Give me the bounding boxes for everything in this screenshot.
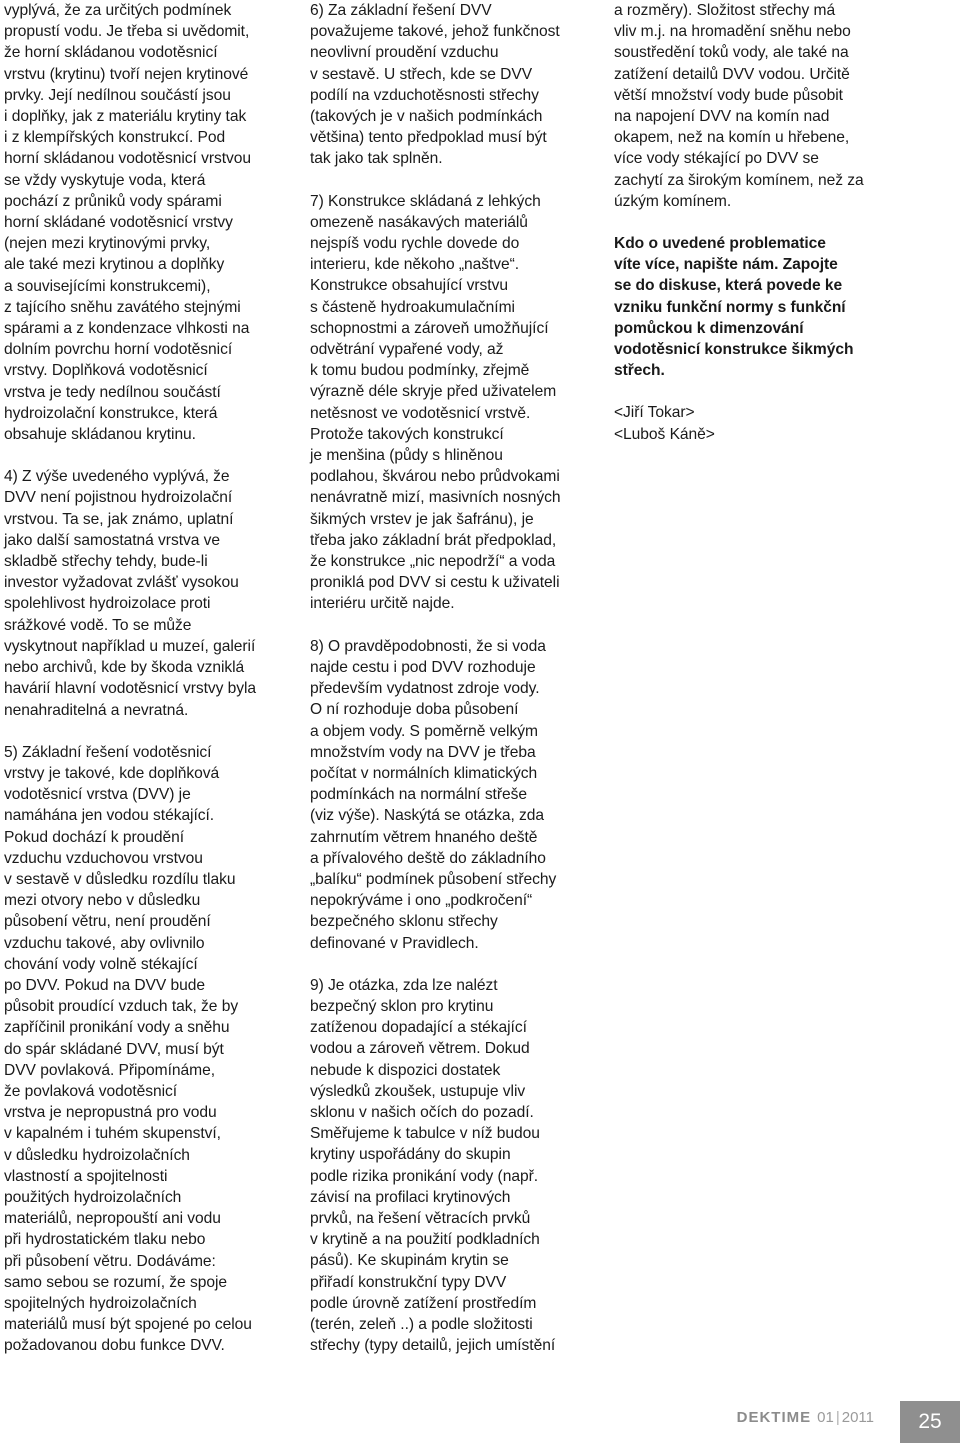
call-to-action: Kdo o uvedené problematice víte více, napište nám. Zapojte se do diskuse, která povede ke vzniku funkční normy s funkční pomůckou k dimenzování vodotěsnicí konstrukce šikmých střech. — [614, 235, 854, 380]
paragraph: 4) Z výše uvedeného vyplývá, že DVV není pojistnou hydroizolační vrstvou. Ta se, jak známo, uplatní jako další samostatná vrstva ve skladbě střechy tehdy, bude-li investor vyžadovat zvlášť vysokou spolehlivost hydroizolace proti srážkové vodě. To se může vyskytnout například u muzeí, galerií nebo archivů, kde by škoda vzniklá havárií hlavní vodotěsnicí vrstvy byla nenahraditelná a nevratná. — [4, 468, 257, 719]
page-number: 25 — [900, 1401, 960, 1443]
paragraph: 5) Základní řešení vodotěsnicí vrstvy je takové, kde doplňková vodotěsnicí vrstva (DVV) je namáhána jen vodou stékající. Pokud dochází k proudění vzduchu vzduchovou vrstvou v sestavě v důsledku rozdílu tlaku mezi otvory nebo v důsledku působení větru, není proudění vzduchu takové, aby ovlivnilo chování vody volně stékající po DVV. Pokud na DVV bude působit proudící vzduch tak, že by zapříčinil pronikání vody a sněhu do spár skládané DVV, musí být DVV povlaková. Připomínáme, že povlaková vodotěsnicí vrstva je nepropustná pro vodu v kapalném i tuhém skupenství, v důsledku hydroizolačních vlastností a spojitelnosti použitých hydroizolačních materiálů, nepropouští ani vodu při hydrostatickém tlaku nebo při působení větru. Dodáváme: samo sebou se rozumí, že spoje spojitelných hydroizolačních materiálů musí být spojené po celou požadovanou dobu funkce DVV. — [4, 743, 252, 1355]
paragraph: vyplývá, že za určitých podmínek propustí vodu. Je třeba si uvědomit, že horní skládanou vodotěsnicí vrstvu (krytinu) tvoří nejen krytinové prvky. Její nedílnou součástí jsou i doplňky, jak z materiálu krytiny tak i z klempířských konstrukcí. Pod horní skládanou vodotěsnicí vrstvou se vždy vyskytuje voda, která pochází z průniků vody spárami horní skládané vodotěsnicí vrstvy (nejen mezi krytinovými prvky, ale také mezi krytinou a doplňky a souvisejícími konstrukcemi), z tajícího sněhu zavátého stejnými spárami a z kondenzace vlhkosti na dolním povrchu horní vodotěsnicí vrstvy. Doplňková vodotěsnicí vrstva je tedy nedílnou součástí hydroizolační konstrukce, která obsahuje skládanou krytinu. — [4, 2, 252, 444]
text-column-left — [4, 0, 296, 1378]
author-name: <Jiří Tokar> — [614, 404, 695, 422]
author-name: <Luboš Káně> — [614, 425, 715, 443]
paragraph: 9) Je otázka, zda lze nalézt bezpečný sklon pro krytinu zatíženou dopadající a stékající vodou a zároveň větrem. Dokud nebude k dispozici dostatek výsledků zkoušek, ustupuje vliv sklonu v našich očích do pozadí. Směřujeme k tabulce v níž budou krytiny uspořádány do skupin podle rizika pronikání vody (např. závisí na profilaci krytinových prvků, na řešení větracích prvků v krytině a na použití podkladních pásů). Ke skupinám krytin se přiřadí konstrukční typy DVV podle úrovně zatížení prostředím (terén, zeleň ..) a podle složitosti střechy (typy detailů, jejich umístění — [310, 976, 556, 1355]
paragraph: 7) Konstrukce skládaná z lehkých omezeně nasákavých materiálů nejspíš vodu rychle dovede do interieru, kde někoho „naštve“. Konstrukce obsahující vrstvu s částeně hydroakumulačními schopnostmi a zároveň umožňující odvětrání vypařené vody, až k tomu budou podmínky, zřejmě výrazně déle skryje před uživatelem netěsnost ve vodotěsnicí vrstvě. Protože takových konstrukcí je menšina (půdy s hliněnou podlahou, škvárou nebo průdvokami nenávratně mizí, masivních nosných šikmých vrstev je jak šafránu), je třeba jako základní brát předpoklad, že konstrukce „nic nepodrží“ a voda proniklá pod DVV si cestu k uživateli interiéru určitě najde. — [310, 192, 561, 613]
paragraph: 6) Za základní řešení DVV považujeme takové, jehož funkčnost neovlivní proudění vzduchu v sestavě. U střech, kde se DVV podílí na vzduchotěsnosti střechy (takových je v našich podmínkách většina) tento předpoklad musí být tak jako tak splněn. — [310, 2, 560, 168]
issue-year: 2011 — [841, 1409, 874, 1426]
issue-number: 01 — [817, 1409, 834, 1426]
text-column-right — [614, 0, 914, 445]
magazine-name: DEKTIME — [736, 1409, 812, 1426]
paragraph: 8) O pravděpodobnosti, že si voda najde cestu i pod DVV rozhoduje především vydatnost zdroje vody. O ní rozhoduje doba působení a objem vody. S poměrně velkým množstvím vody na DVV je třeba počítat v normálních klimatických podmínkách na normální střeše (viz výše). Naskýtá se otázka, zda zahrnutím větrem hnaného deště a přívalového deště do základního „balíku“ podmínek působení střechy nepokrýváme i ono „podkročení“ bezpečného sklonu střechy definované v Pravidlech. — [310, 637, 557, 952]
page-footer — [0, 1400, 960, 1443]
paragraph: a rozměry). Složitost střechy má vliv m.j. na hromadění sněhu nebo soustředění toků vody, ale také na zatížení detailů DVV vodou. Určitě větší množství vody bude působit na napojení DVV na komín nad okapem, než na komín u hřebene, více vody stékající po DVV se zachytí za širokým komínem, než za úzkým komínem. — [614, 2, 864, 210]
footer-brand — [737, 1409, 874, 1426]
text-column-middle — [310, 0, 602, 1377]
issue-separator: | — [835, 1409, 840, 1426]
